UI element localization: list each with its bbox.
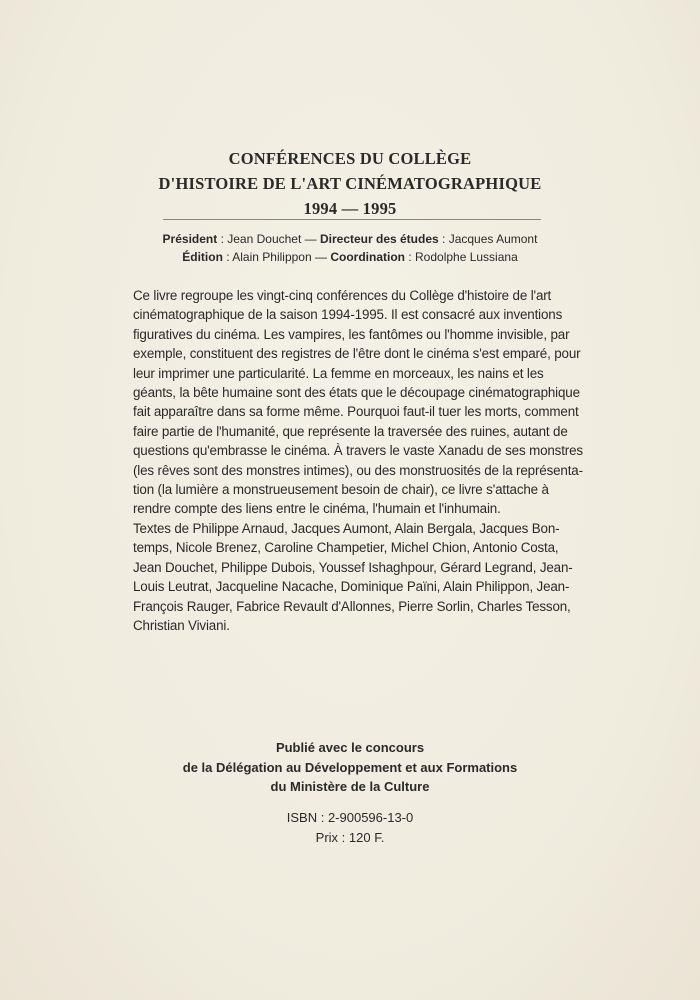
notice-line: de la Délégation au Développement et aux Formations — [182, 759, 518, 775]
divider — [163, 219, 541, 220]
credit-name: Jacques Aumont — [448, 232, 538, 246]
credits-line — [0, 248, 700, 266]
page-title — [0, 146, 700, 221]
price: Prix : 120 F. — [315, 829, 385, 845]
notice-line: du Ministère de la Culture — [270, 779, 430, 794]
isbn-block — [0, 808, 700, 847]
notice-line: Publié avec le concours — [275, 740, 425, 755]
text-line: temps, Nicole Brenez, Caroline Champetier, Michel Chion, Antonio Costa, — [133, 540, 559, 556]
text-line: Textes de Philippe Arnaud, Jacques Aumont, Alain Bergala, Jacques Bon- — [133, 521, 560, 536]
credit-name: Alain Philippon — — [232, 250, 331, 264]
authors-paragraph — [133, 519, 573, 635]
title-line: D'HISTOIRE DE L'ART CINÉMATOGRAPHIQUE — [158, 174, 542, 193]
title-line: CONFÉRENCES DU COLLÈGE — [228, 149, 472, 168]
text-line: faire partie de l'humanité, que représente la traversée des ruines, autant de — [133, 423, 568, 439]
credit-separator: : — [438, 232, 449, 246]
text-line: fait apparaître dans sa forme même. Pourquoi faut-il tuer les morts, comment — [133, 404, 579, 420]
title-years: 1994 — 1995 — [303, 199, 397, 218]
text-line: cinématographique de la saison 1994-1995. Il est consacré aux inventions — [133, 307, 563, 323]
isbn: ISBN : 2-900596-13-0 — [286, 810, 414, 825]
text-line: géants, la bête humaine sont des états que le découpage cinématographique — [133, 385, 580, 401]
credit-separator: : — [404, 250, 415, 264]
text-line: leur imprimer une particularité. La femme en morceaux, les nains et les — [133, 365, 544, 381]
credits — [0, 230, 700, 266]
text-line: exemple, constituent des registres de l'être dont le cinéma s'est emparé, pour — [133, 346, 581, 362]
text-line: Jean Douchet, Philippe Dubois, Youssef Ishaghpour, Gérard Legrand, Jean- — [133, 559, 573, 575]
credit-role: Président — [162, 232, 218, 246]
credit-name: Rodolphe Lussiana — [415, 250, 518, 264]
credit-separator: : — [222, 250, 233, 264]
text-line: Christian Viviani. — [133, 618, 230, 634]
text-line: tion (la lumière a monstrueusement besoin de chair), ce livre s'attache à — [133, 482, 549, 498]
text-line: François Rauger, Fabrice Revault d'Allonnes, Pierre Sorlin, Charles Tesson, — [133, 598, 571, 614]
text-line: (les rêves sont des monstres intimes), ou des monstruosités de la représenta- — [133, 462, 583, 478]
credit-role: Directeur des études — [319, 232, 439, 246]
text-line: questions qu'embrasse le cinéma. À travers le vaste Xanadu de ses monstres — [133, 443, 583, 459]
text-line: Louis Leutrat, Jacqueline Nacache, Dominique Païni, Alain Philippon, Jean- — [133, 579, 570, 595]
credit-role: Coordination — [330, 250, 405, 264]
credits-line — [0, 230, 700, 248]
publication-notice — [0, 738, 700, 797]
credit-separator: : — [217, 232, 228, 246]
text-line: rendre compte des liens entre le cinéma, l'humain et l'inhumain. — [133, 501, 501, 517]
text-line: figuratives du cinéma. Les vampires, les fantômes ou l'homme invisible, par — [133, 326, 570, 342]
credit-name: Jean Douchet — — [227, 232, 320, 246]
text-line: Ce livre regroupe les vingt-cinq conférences du Collège d'histoire de l'art — [133, 288, 552, 303]
description-paragraph — [133, 286, 583, 519]
credit-role: Édition — [182, 250, 223, 264]
